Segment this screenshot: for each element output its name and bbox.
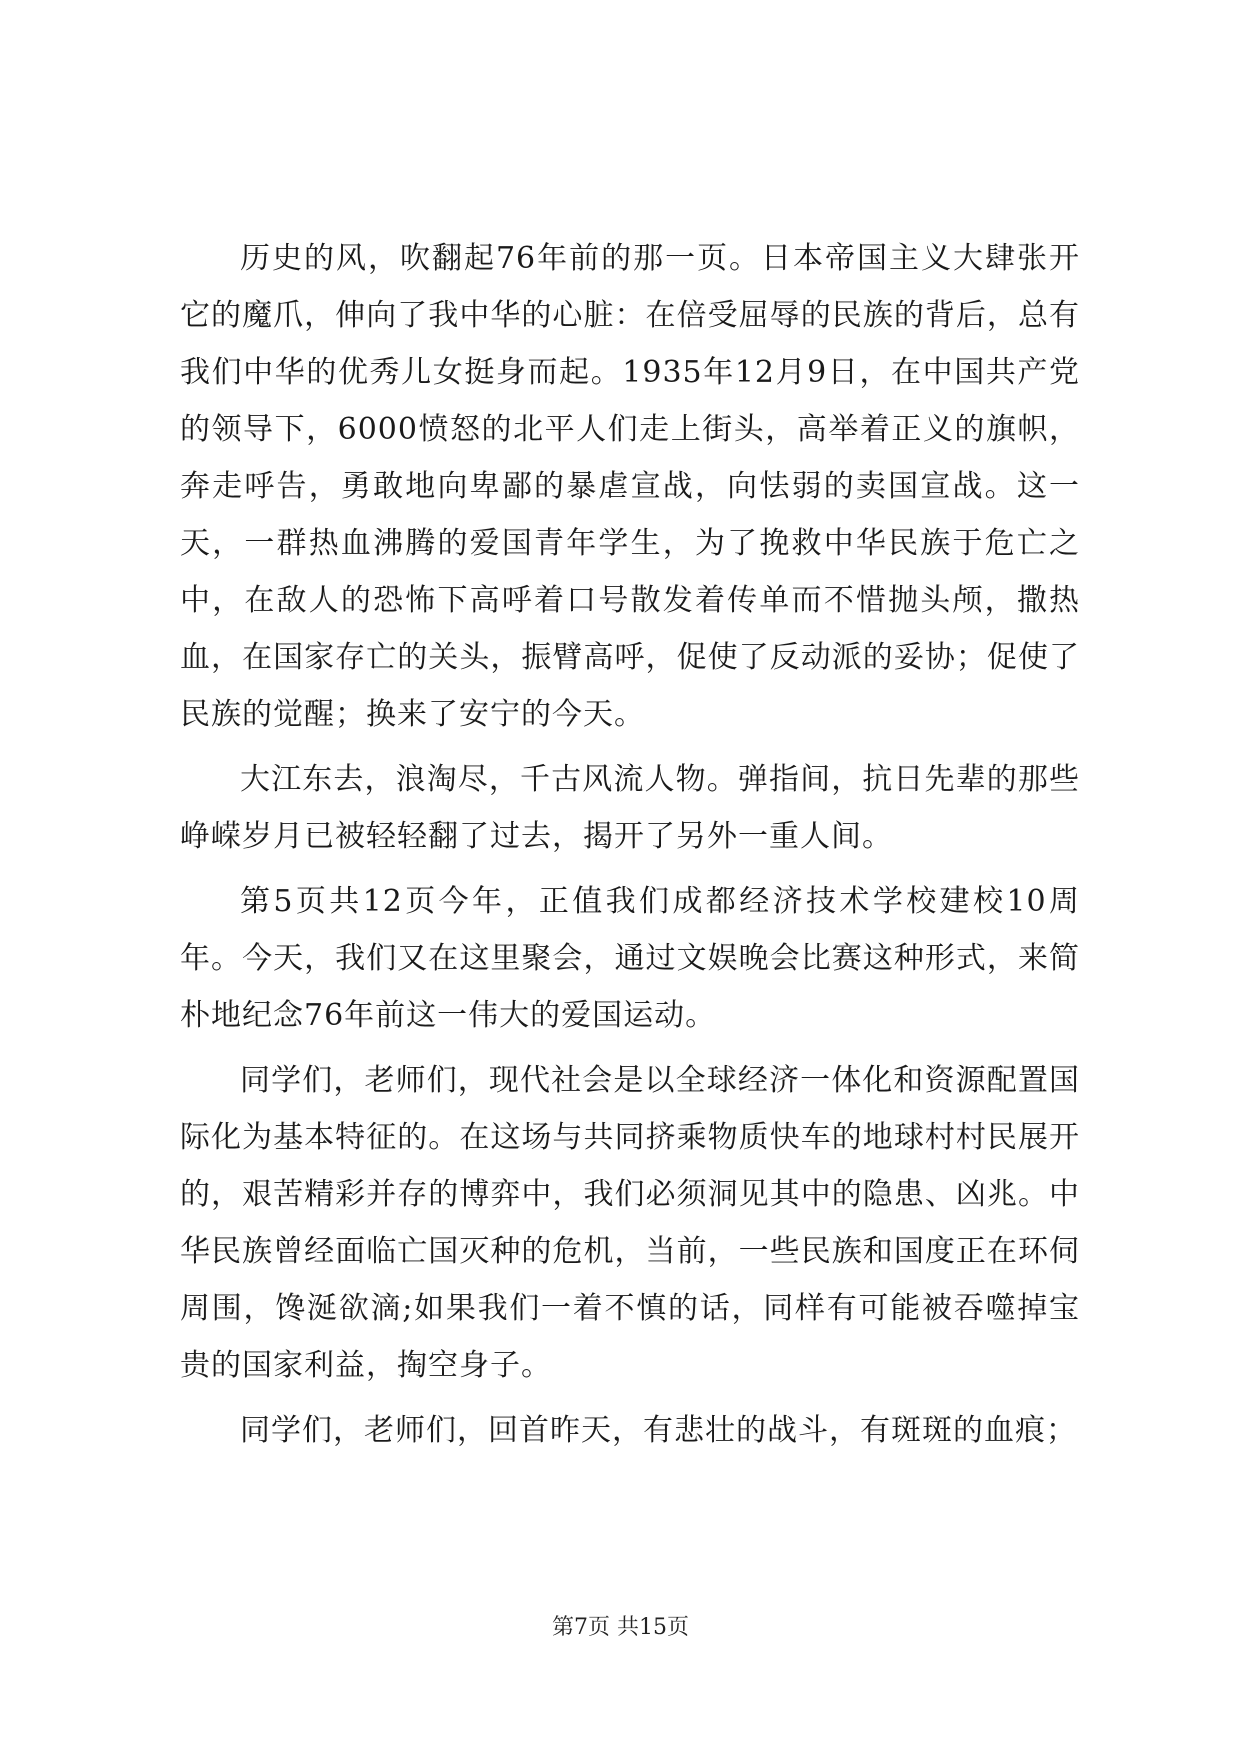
paragraph: 大江东去，浪淘尽，千古风流人物。弹指间，抗日先辈的那些峥嵘岁月已被轻轻翻了过去，揭开了另外一重人间。 [180,762,1080,854]
document-body [180,230,1080,1467]
page-number-footer: 第7页 共15页 [552,1615,689,1640]
paragraph: 第5页共12页今年，正值我们成都经济技术学校建校10周年。今天，我们又在这里聚会，通过文娱晚会比赛这种形式，来简朴地纪念76年前这一伟大的爱国运动。 [180,884,1080,1033]
paragraph: 历史的风，吹翻起76年前的那一页。日本帝国主义大肆张开它的魔爪，伸向了我中华的心脏：在倍受屈辱的民族的背后，总有我们中华的优秀儿女挺身而起。1935年12月9日，在中国共产党的领导下，6000愤怒的北平人们走上街头，高举着正义的旗帜，奔走呼告，勇敢地向卑鄙的暴虐宣战，向怯弱的卖国宣战。这一天，一群热血沸腾的爱国青年学生，为了挽救中华民族于危亡之中，在敌人的恐怖下高呼着口号散发着传单而不惜抛头颅，撒热血，在国家存亡的关头，振臂高呼，促使了反动派的妥协；促使了民族的觉醒；换来了安宁的今天。 [180,241,1080,732]
paragraph: 同学们，老师们，回首昨天，有悲壮的战斗，有斑斑的血痕； [240,1413,1077,1448]
paragraph: 同学们，老师们，现代社会是以全球经济一体化和资源配置国际化为基本特征的。在这场与共同挤乘物质快车的地球村村民展开的，艰苦精彩并存的博弈中，我们必须洞见其中的隐患、凶兆。中华民族曾经面临亡国灭种的危机，当前，一些民族和国度正在环伺周围，馋涎欲滴;如果我们一着不慎的话，同样有可能被吞噬掉宝贵的国家利益，掏空身子。 [180,1063,1080,1383]
